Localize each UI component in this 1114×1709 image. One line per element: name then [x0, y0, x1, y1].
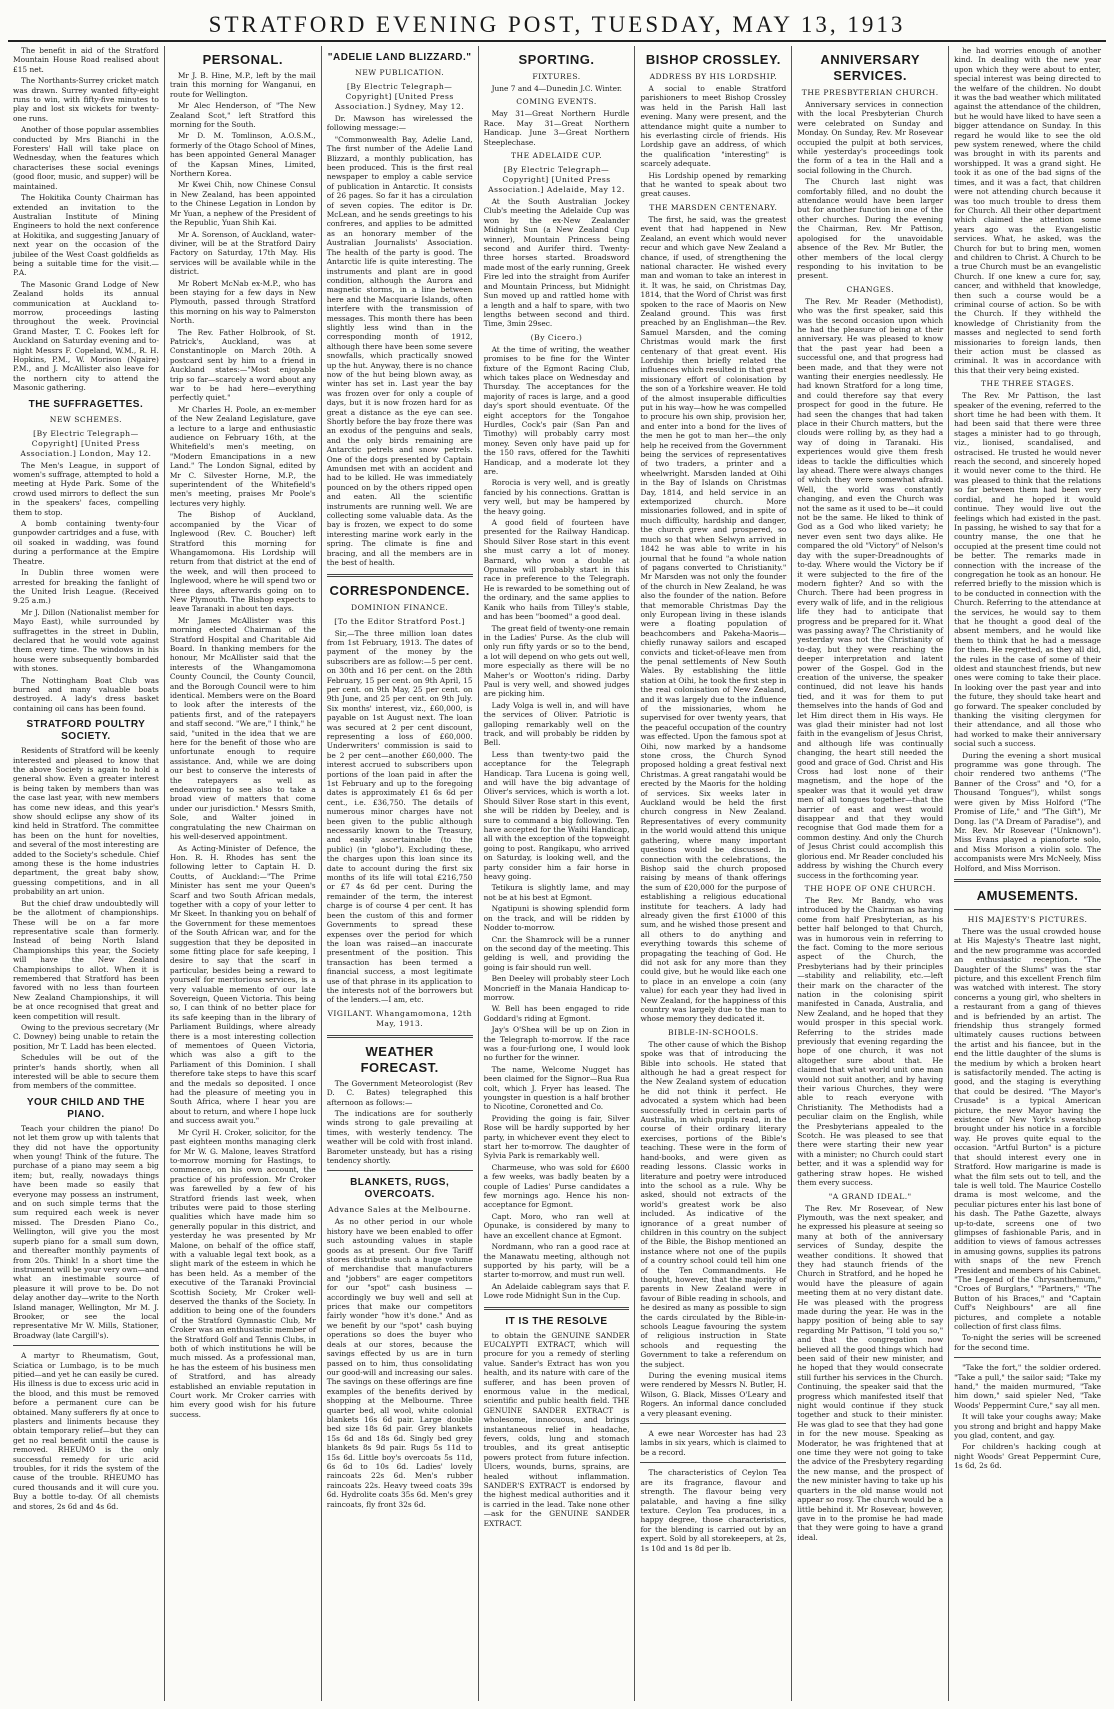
- paragraph: For children's hacking cough at night Woods' Great Peppermint Cure, 1s 6d, 2s 6d.: [954, 1442, 1102, 1471]
- double-divider: [954, 879, 1101, 882]
- paragraph: Nordmann, who ran a good race at the Manawatu meeting, although not supported by his party, will be a starter to-morrow, and must run well.: [483, 1242, 630, 1280]
- paragraph: It will take your coughs away; Make you strong and bright and happy Make you glad, content, and gay.: [954, 1412, 1102, 1441]
- paragraph: Jay's O'Shea will be up on Zion in the Telegraph to-morrow. If the race was a four-furlong one, I would look no further for the winner.: [483, 1025, 630, 1063]
- headline: STRATFORD POULTRY SOCIETY.: [26, 719, 146, 743]
- subheading: THE ADELAIDE CUP.: [510, 151, 603, 161]
- paragraph: The Men's League, in support of women's suffrage, attempted to hold a meeting at Hyde Park. Some of the crowd used mirrors to deflect the sun in the speakers' faces, compelling them to stop.: [13, 460, 159, 517]
- paragraph: The Rev. Mr Pattison, the last speaker of the evening, referred to the short time he had been with them. It had been said that there were three stages a minister had to go through, viz., lionised, scandalised, and ostracised. He trusted he would never reach the second, and sincerely hoped it would never come to the third. He was pleased to think that the relations so far between them had been very cordial, and he hoped it would continue. They would live out the feelings which had existed in the past. In passing, he wished to say that for a country manse, the one that he occupied at the present time could not be better. The remarks made in connection with the increase of the congregation he took as an honour. He referred briefly to the mission which is to be conducted in connection with the Church. Referring to the attendance at the services, he would say to them that he thought a good deal of the absent members, and he would like them to think that he had a message for them. He regretted, as they all did, the rules in the case of some of their oldest and staunchest friends, but new ones were coming to take their place. In looking over the past year and into the future, they should take heart and go forward. The speaker concluded by thanking the visiting clergymen for their attendance, and all those who had worked to make their anniversary social such a success.: [954, 391, 1102, 749]
- divider: [640, 1423, 786, 1424]
- column-5: [635, 46, 792, 1701]
- paragraph: Schedules will be out of the printer's hands shortly, when all interested will be able to secure them from members of the committee.: [13, 1053, 159, 1091]
- divider: [954, 1357, 1101, 1358]
- paragraph: The characteristics of Ceylon Tea are its fragrance, flavour and strength. The flavour being very palatable, and having a fine silky texture. Ceylon Tea produces, in a happy degree, those characteristics, for the blending is carried out by an expert. Sold by all storekeepers, at 2s, 1s 10d and 1s 8d per lb.: [640, 1468, 787, 1553]
- paragraph: Anniversary services in connection with the local Presbyterian Church were celebrated on Sunday and Monday. On Sunday, Rev. Mr Rosevear occupied the pulpit at both services, while yesterday's proceedings took the form of a tea in the Hall and a social following in the Church.: [797, 100, 944, 175]
- column-3: [322, 46, 479, 1701]
- paragraph: The Rev. Mr Rosevear, of New Plymouth, was the next speaker, and he expressed his pleasure at seeing so many at both of the anniversary services of Sunday, despite the weather conditions. It showed that they had staunch friends of the Church in Stratford, and he hoped he would have the pleasure of again meeting them at no very distant date. He was pleased with the progress made during the year. He was in the happy position of being able to say regarding Mr Pattison, "I told you so," and that the congregation now believed all the good things which had been said of their new minister, and he hoped that they would consecrate still further his services in the Church. Continuing, the speaker said that the progress which manifested itself that night would continue if they stuck together and stuck to their minister. He was glad to see that they had gone in for the new mouse. Speaking as Moderator, he was frightened that at one time they were not going to take the advice of the Presbytery regarding the new manse, and the prospect of the new minister having to take up his quarters in the old manse would not appear so rosy. The church would be a little behind it. Mr Rosevear, however, gave in to the promise he had made that they were going to have a grand ideal.: [797, 1203, 944, 1542]
- paragraph: The other cause of which the Bishop spoke was that of introducing the Bible into schools. He stated that although he had a great respect for the New Zealand system of education he did not think it perfect. He advocated a system which had been successfully tried in certain parts of Australia, in which pupils read, in the course of their ordinary literary exercises, portions of the Bible's teaching. These were in the form of hand-books, and were given as reading lessons. Classic works in literature and poetry were introduced into the school as a rule. Why be asked, should not extracts of the world's greatest work be also included. As indicative of the ignorance of a great number of children in this country on the subject of the Bible, the Bishop mentioned an instance where not one of the pupils of a country school could tell him one of the Ten Commandments. He thought, however, that the majority of parents in New Zealand were in favour of Bible reading in schools, and he desired as many as possible to sign the cards circulated by the Bible-in-schools League favouring the system of religious instruction in State schools and requesting the Government to take a referendum on the subject.: [640, 1039, 787, 1369]
- paragraph: June 7 and 4—Dunedin J.C. Winter.: [491, 84, 623, 93]
- paragraph: The Rev. Mr Bandy, who was introduced by the Chairman as having come from half Presbyterian, as his better half belonged to that Church, was in humorous vein in referring to the fact. Coming to the more serious aspect of the Church, the Presbyterians had by their principles—stability and reliability, etc.—left their mark on the character of the nation in the colonising spirit manifested in Canada, Australia, and New Zealand, and he hoped that they would prosper in this special work. Referring to the strides made previously that evening regarding the hope of one church, it was not altogether sure about that. He claimed that what world unit one man would not suit another, and by having their various Churches, they were able to reach everyone with Christianity. The Methodists had a peculiar claim on the English, while the Presbyterians appealed to the Scotch. He was pleased to see that there were starting their new year with a minister; no Church could start better, and it was a splendid way for gathering straw hopes. He wished them every success.: [797, 895, 944, 1188]
- subheading: "A GRAND IDEAL.": [828, 1191, 912, 1201]
- headline: BLANKETS, RUGS, OVERCOATS.: [350, 1177, 450, 1201]
- paragraph: Mr D. M. Tomlinson, A.O.S.M., formerly of the Otago School of Mines, has been appointed General Manager of the Kapsan Mines, Limited, Northern Korea.: [169, 131, 316, 179]
- paragraph: His Lordship opened by remarking that he wanted to speak about two great causes.: [640, 170, 787, 199]
- paragraph: At the time of writing, the weather promises to be fine for the Winter fixture of the Egmont Racing Club, which takes place on Wednesday and Thursday. The acceptances for the majority of races is large, and a good day's sport should eventuate. Of the eight acceptors for the Tongahoe Hurdles, Cock's pair (San Pan and Timothy) will probably carry most money. Seven only have paid up for the 150 ravs, offered for the Tawhiti Handicap, and a moderate lot they are.: [483, 344, 630, 476]
- paragraph: A bomb containing twenty-four gunpowder cartridges and a fuse, with oil soaked in wadding, was found during a performance at the Empire Theatre.: [13, 519, 159, 566]
- paragraph: Less than twenty-two paid the acceptance for the Telegraph Handicap. Tara Lucena is going well, and will have the big advantage of Oliver's services, which is worth a lot. Should Silver Rose start in this event, she will be ridden by Deeley, and is sure to command a big following. Ten have accepted for the Waihi Handicap, all with the exception of the topweight going to post. Rangikapu, who arrived on Saturday, is looking well, and the party consider him a fair horse in heavy going.: [483, 749, 630, 882]
- headline: BISHOP CROSSLEY.: [645, 52, 781, 67]
- paragraph: Another of those popular assemblies conducted by Mrs Bianchi in the Foresters' Hall will take place on Wednesday, when the features which characterises these social evenings (good floor, music, and supper) will be maintained.: [13, 125, 159, 191]
- paragraph: The indications are for southerly winds strong to gale prevailing at times, with westerly tendency. The weather will be cold with frost inland. Barometer unsteady, but has a rising tendency shortly.: [326, 1108, 473, 1165]
- paragraph: "Commonwealth Bay, Adelie Land, The first number of the Adelie Land Blizzard, a monthly publication, has been produced. This is the first real newspaper to employ a cable service of publication in Antarctic. It consists of 26 pages. So far it has a circulation of seven copies. The editor is Dr. McLean, and he sends greetings to his confreres, and applies to be admitted as an honorary member of the Australian Journalists' Association. The health of the party is good. The Antarctic life is quite interesting. The instruments and plant are in good condition, although the Aurora and magnetic storms, in a line between here and the Macquarie Islands, often interfere with the transmission of messages. This month there has been slightly less wind than in the corresponding month of 1912, although there have been some severe snowfalls, which practically snowed up the hut. Anyway, there is no chance now of the hut being blown away, as winter has set in. Last year the bay was frozen over for only a couple of days, but it is now frozen hard for as great a distance as the eye can see. Shortly before the bay froze there was an exodus of the penguins and seals, and the only birds remaining are Antarctic petrels and snow petrels. One of the dogs presented by Captain Amundsen met with an accident and had to be killed. He was immediately pounced on by the others ripped open and eaten. All the scientific instruments are running well. We are collecting some valuable data. As the bay is frozen, we expect to do some interesting marine work early in the spring. The climate is fine and bracing, and all the members are in the best of health.: [326, 134, 473, 568]
- paragraph: May 31—Great Northern Hurdle Race. May 31—Great Northern Handicap. June 3—Great Northern Steeplechase.: [483, 109, 630, 147]
- paragraph: Ngatipuni is showing splendid form on the track, and will be ridden by Nodder to-morrow.: [483, 904, 630, 933]
- headline: PERSONAL.: [202, 52, 283, 67]
- divider: [327, 1170, 473, 1171]
- subheading: NEW SCHEMES.: [49, 414, 123, 424]
- divider: [13, 1345, 159, 1346]
- column-2: [165, 46, 322, 1701]
- subheading: FIXTURES.: [532, 72, 581, 81]
- paragraph: Mr J. B. Hine, M.P., left by the mail train this morning for Wanganui, en route for Wellington.: [169, 71, 316, 99]
- columns-container: [8, 46, 1106, 1701]
- paragraph: A good field of fourteen have presented for the Railway Handicap. Should Silver Rose start in this event she must carry a lot of money. Barnard, who won a double at Opunake will probably start in this race in preference to the Telegraph. He is rewarded to be something out of the ordinary, and the same applies to Kanik who hails from Tilley's stable, and has been "boomed" a good deal.: [483, 518, 630, 622]
- subheading: THE THREE STAGES.: [980, 379, 1075, 389]
- paragraph: The Church last night was comfortably filled, and no doubt the attendance would have been larger but for another function in one of the other churches. During the evening the Chairman, Rev. Mr Pattison, apologised for the unavoidable absence of the Rev. Mr Butler, the other members of the local clergy responding to his invitation to be present.: [797, 177, 944, 281]
- paragraph: The Government Meteorologist (Rev D. C. Bates) telegraphed this afternoon as follows:—: [326, 1078, 473, 1107]
- paragraph: But the chief draw undoubtedly will be the allotment of championships. These will be on a far more representative scale than formerly. Instead of being North Island Championships this year, the Society will have the New Zealand Championships to allot. When it is remembered that Stratford has been favored with no less than fourteen New Zealand Championships, it will be at once recognised that great and keen competition will result.: [13, 898, 159, 1021]
- paragraph: Tetikura is slightly lame, and may not be at his best at Egmont.: [483, 883, 630, 902]
- subheading: VIGILANT. Whangamomona, 12th May, 1913.: [327, 1008, 472, 1028]
- divider: [640, 1462, 786, 1463]
- paragraph: Cnr. the Shamrock will be a runner on the second day of the meeting. This gelding is well, and providing the going is fair should run well.: [483, 934, 630, 972]
- headline: IT IS THE RESOLVE: [505, 1315, 608, 1327]
- paragraph: Rorocia is very well, and is greatly fancied by his connections. Grattan is very well, but may be hampered by the heavy going.: [483, 478, 630, 516]
- paragraph: A martyr to Rheumatism, Gout, Sciatica or Lumbago, is to be much pitied—and yet he can easily be cured. His illness is due to excess uric acid in the blood, and this must be removed before a permanent cure can be obtained. Many sufferers fly at once to plasters and liniments because they obtain temporary relief—but they can get no real benefit until the cause is removed. RHEUMO is the only successful remedy for uric acid troubles, for it rids the system of the cause of the trouble. RHEUMO has cured thousands and it will cure you. Buy a bottle to-day. Of all chemists and stores, 2s 6d and 4s 6d.: [13, 1351, 159, 1511]
- masthead: STRATFORD EVENING POST, TUESDAY, MAY 13, 1913: [8, 10, 1106, 42]
- paragraph: Mr A. Sorenson, of Auckland, water-diviner, will be at the Stratford Dairy Factory on Saturday, 17th May. His services will be available while in the district.: [169, 229, 316, 277]
- paragraph: The great field of twenty-one remain in the Ladies' Purse. As the club will only run fifty yards or so to the bend, a lot will depend on who gets out well, more especially as there will be no Maher's or Wootton's riding. Darby Paul is very well, and showed judges are picking him.: [483, 623, 630, 699]
- column-7: [949, 46, 1106, 1701]
- paragraph: A social to enable Stratford parishioners to meet Bishop Crossley was held in the Parish Hall last evening. Many were present, and the attendance might quite a number to his everlasting circle of friends. His Lordship gave an address, of which the qualification "interesting" is scarcely adequate.: [640, 84, 787, 169]
- paragraph: The Nottingham Boat Club was burned and many valuable boats destroyed. A lady's dress basket containing oil cans has been found.: [13, 675, 159, 713]
- subheading: THE PRESBYTERIAN CHURCH.: [801, 88, 939, 97]
- paragraph: A ewe near Worcester has had 23 lambs in six years, which is claimed to be a record.: [640, 1429, 787, 1457]
- paragraph: Mr Robert McNab ex-M.P., who has been staying for a few days in New Plymouth, passed through Stratford this morning on his way to Palmerston North.: [169, 278, 316, 326]
- subheading: [By Electric Telegraph—Copyright] [United Press Association.] Sydney, May 12.: [335, 82, 465, 111]
- column-4: [479, 46, 636, 1701]
- paragraph: Mr Alec Henderson, of "The New Zealand Scot," left Stratford this morning for the South.: [169, 101, 316, 130]
- paragraph: Capt. Moro, who ran well at Opunake, is considered by many to have an excellent chance at Egmont.: [483, 1211, 630, 1240]
- paragraph: to obtain the GENUINE SANDER EUCALYPTI EXTRACT, which will procure for you a remedy of sterling value. Sander's Extract has won you health, and its nature with care of the sufferer, and has been proven of enormous value in the medical, scientific and public health field. THE GENUINE SANDER EXTRACT is wholesome, innocuous, and brings instantaneous relief in headache, fevers, colds, lung and stomach troubles, and its great antiseptic powers protect from future infection. Ulcers, wounds, burns, sprains, are healed without inflammation. SANDER'S EXTRACT is endorsed by the highest medical authorities and it is carried in the lead. Take none other—ask for the GENUINE SANDER EXTRACT.: [483, 1330, 630, 1528]
- paragraph: The Bishop of Auckland, accompanied by the Vicar of Inglewood (Rev. C. Boucher) left Stratford this morning for Whangamomona. His Lordship will return from that district at the end of the week, and will then proceed to Inglewood, where he will spend two or three days, afterwards going on to New Plymouth. The Bishop expects to leave Taranaki in about ten days.: [169, 510, 316, 614]
- paragraph: In Dublin three women were arrested for breaking the fanlight of the United Irish League. (Received 9.25 a.m.): [13, 568, 159, 606]
- paragraph: As Acting-Minister of Defence, the Hon. R. H. Rhodes has sent the following letter to Captain H. D. Coutts, of Auckland:—"The Prime Minister has sent me your Queen's Scarf and two South African medals, together with a copy of your letter to Mr Skeet. In thanking you on behalf of the Government for these mementoes of the South African war, and for the suggestion that they be deposited in some fitting place for safe keeping, I desire to say that the scarf in particular, besides being a reward to yourself for meritorious services, is a very valuable memento of our late Sovereign, Queen Victoria. This being so, I can think of no better place for its safe keeping than in the library of Parliament Buildings, where already there is a most interesting collection of mementoes of Queen Victoria, which was also a gift to the Parliament of this Dominion. I shall therefore take steps to have this scarf and the medals so deposited. I once had the pleasure of meeting you in South Africa, where I hear you are about to return, and where I hope luck and success await you.": [169, 843, 316, 1126]
- headline: YOUR CHILD AND THE PIANO.: [26, 1096, 145, 1120]
- paragraph: Mr James McAllister was this morning elected Chairman of the Stratford Hospital and Charitable Aid Board. In thanking members for the honour, Mr McAllister said that the interests of the Whangamomona County Council, the County Council, and the Borough Council were to him identical. Members were on the Board to look after the interests of the patients first, and of the ratepayers and staff second. "We are," I think," he said, "united in the idea that we are here for the benefit of those who are unfortunate enough to require assistance. And, while we are doing our best to conserve the interests of the ratepayers as well as endeavouring to see also to take a broad view of matters that come under our jurisdiction." Messrs Smith, Sole, and Walter joined in congratulating the new Chairman on his well-deserved appointment.: [169, 615, 316, 842]
- headline: "ADELIE LAND BLIZZARD.": [327, 52, 472, 63]
- paragraph: During the evening a short musical programme was gone through. The choir rendered two anthems ("The Banner of the Cross" and "O, for a Thousand Tongues"), whilst songs were given by Miss Holford ("The Promise of Life," and "The Gift"), Mr Dong. las ("A Dream of Paradise"), and Mr. Rev. Mr Rosevear ("Unknown"). Miss Evans played a pianoforte solo, and Miss Morison a violin solo. The accompanists were Mrs McNeely, Miss Holford, and Miss Morrison.: [954, 750, 1102, 873]
- paragraph: "Take the fort," the soldier ordered. "Take a pull," the sailor said; "Take my hand," the maiden murmured, "Take him down," said spieler Ned, "Take Woods' Peppermint Cure," say all men.: [954, 1363, 1102, 1410]
- column-6: [792, 46, 949, 1701]
- divider: [954, 909, 1101, 910]
- paragraph: he had worries enough of another kind. In dealing with the new year upon which they were about to enter, special interest was being directed to the welfare of the children. No doubt it was the bad weather which militated against the attendance of the children, but he would have liked to have seen a bigger attendance on Sunday. In this regard he would like to see the old pew system renewed, where the child was brought in with its parents and worshipped. It was a grand sight. He took it as one of the bad signs of the times, and it was a fact, that children were not attending church because it was too much trouble to dress them for Church. All their other department which claimed the attention some years ago was the Evangelistic services. What, he asked, was the Church for but to bring men, women and children to Christ. A Church to be a true Church must be an evangelistic Church. If one knew a cure for, say, cancer, and withheld that knowledge, then such a course would be a criminal course of action. So be with the Church. If they withheld the knowledge of Christianity from the masses and neglected to send forth missionaries to foreign lands, then their action must be classed as criminal. It was in accordance with this that their very being existed.: [954, 46, 1102, 375]
- paragraph: Mr Kwei Chih, now Chinese Consul in New Zealand, has been appointed to the Chinese Legation in London by Mr Yuan, a nephew of the President of the Republic, Yuan Shih Kai.: [169, 180, 316, 228]
- paragraph: The Rev. Mr Reader (Methodist), who was the first speaker, said this was the second occasion upon which he had the pleasure of being at their anniversary. He was pleased to know that the past year had been a successful one, and that progress had been made, and that they were not wanting their energies needlessly. He had known Stratford for a long time, and could therefore say that every prospect for good in the future. He had seen the changes that had taken place in their Church matters, but the clouds were rolling by, as they had a way of doing in Taranaki. His experiences would give them fresh ideas to tackle the difficulties which lay ahead. There were always changes of which they were somewhat afraid. Well, the world was constantly changing, and even the Church was not the same as it used to be—it could not be the same. He liked to think of God as a God who liked variety; he never even sent two days alike. He compared the old "Victory" of Nelson's day with the super-Dreadnoughts of to-day. Where would the Victory be if it were subjected to the fire of the modern fighter? And so with the Church. There had been progress in every walk of life, and in the religious life they had to anticipate that progress and be prepared for it. What was passing away? The Christianity of yesterday was not the Christianity of to-day, but they were reaching the deeper interpretation and latent power of the Gospel. God in the creation of the universe, the speaker continued, did not leave his hands tied, and it was for them to put themselves into the hands of God and let Him direct them in His ways. He was glad their minister had not lost faith in the evangelism of Jesus Christ, and although life was continually changing, the heart still needed the good and grace of God. Christ and His Cross had lost none of their magnetism, and the hope of the speaker was that it would yet draw men of all tongues together—that the barrier of east and west would disappear and that they would recognise that God made them for a common destiny. And only the Church of Jesus Christ could accomplish this glorious end. Mr Reader concluded his address by wishing the Church every success in the forthcoming year.: [797, 296, 944, 880]
- subheading: Advance Sales at the Melbourne.: [328, 1205, 472, 1215]
- headline: ANNIVERSARY SERVICES.: [820, 52, 921, 83]
- paragraph: Providing the going is fair, Silver Rose will be hardly supported by her party, in whichever event they elect to start her to-morrow. The daughter of Sylvia Park is remarkably well.: [483, 1113, 630, 1161]
- paragraph: Residents of Stratford will be keenly interested and pleased to know that the above Society is again to hold a general show. Even a greater interest is being taken by members than was the case last year, with new members has come new ideas, and this year's show should eclipse any show of its kind held in Stratford. The committee has been on the hunt for novelties, and several of the most interesting are added to the Society's schedule. Chief among these is the home industries department, the great baby show, guessing competitions, and in all probability an art union.: [13, 746, 159, 897]
- paragraph: Sir,—The three million loan dates from 1st February, 1913. The dates of payment of the money by the subscribers are as follow:—5 per cent. on 30th and 16 per cent. on the 28th February, 15 per cent. on 9th April, 15 per cent. on 9th May, 25 per cent. on 9th June, and 25 per cent. on 9th July. Six months' interest, viz., £60,000, is payable on 1st August next. The loan was secured at 2 per cent discount, representing a loss of £60,000. Underwriters' commission is said to be 2 per cent—another £60,000. The interest accrued to subscribers upon portions of the loan paid in after the 1st February and up to the foregoing dates is approximately £1 6s 6d per cent., i.e. £36,750. The details of numerous minor charges have not been given to the public although necessarily known to the Treasury, and easily ascertainable (to the public) (in "globo"). Excluding these, the charges upon this loan since its date to account during the first six months of its life will total £216,750 or £7 4s 6d per cent. During the remainder of the term, the interest charge is of course 4 per cent. It has been the custom of this and former Governments to spread these expenses over the period for which the loan was raised—an inaccurate presentment of the position. This transaction has been termed a financial success, a most legitimate use of that phrase in its application to the interests not of the borrowers but of the lenders.—I am, etc.: [326, 628, 473, 1005]
- headline: WEATHER FORECAST.: [360, 1043, 439, 1075]
- headline: SPORTING.: [518, 52, 595, 67]
- paragraph: Mr Cyril H. Croker, solicitor, for the past eighteen months managing clerk for Mr W. G. Malone, leaves Stratford to-morrow morning for Hastings, to commence, on his own account, the practice of his profession. Mr Croker was farewelled by a few of his Stratford friends last week, when tributes were paid to those sterling qualities which have made him so generally popular in this district, and yesterday he was presented by Mr Malone, on behalf of the office staff, with a valuable legal text book, as a slight mark of the esteem in which he has been held. As a member of the executive of the Taranaki Provincial Scottish Society, Mr Croker well-deserved the thanks of the Society. In addition to being one of the founders of the Stratford Gymnastic Club, Mr Croker was an enthusiastic member of the Stratford Golf and Tennis Clubs, in both of which institutions he will be much missed. As a professional man, he has the esteem of his business men of Stratford, and has already established an enviable reputation in Court work. Mr Croker carries with him every good wish for his future success.: [169, 1127, 316, 1419]
- subheading: DOMINION FINANCE.: [350, 602, 449, 612]
- paragraph: The first, he said, was the greatest event that had happened in New Zealand, an event which would never recur and which gave New Zealand a chance, if used, of strengthening the national character. He wished every man and woman to take an interest in it. It was, he said, on Christmas Day, 1814, that the Word of Christ was first spoken to the race of Maoris on New Zealand ground. This was first preached by an Englishman—the Rev. Samuel Marsden, and the coming Christmas would mark the first centenary of that great event. His Lordship then briefly related the influences which resulted in that great missionary effort of colonisation by the son of a Yorkshire weaver. He told of the almost insuperable difficulties put in his way—how he was compelled to procure his own ship, provision her, and enter into a bond for the lives of the men he got to man her—the only help he received from the Government being the services of representatives of two traders, a printer and a wheelwright. Marsden landed at Oihi in the Bay of Islands on Christmas Day, 1814, and held service in an extemporized church. More missionaries followed, and in spite of much difficulty, hardship and danger, the church grew and prospered, so much so that when Selwyn arrived in 1842 he was able to write in his journal that he found "a whole nation of pagans converted to Christianity." Mr Marsden was not only the founder of the church in New Zealand, he was also the founder of the nation. Before that memorable Christmas Day the only European living in these islands were a floating population of beachcombers and Pakeha-Maoris—chiefly runaway sailors and escaped convicts and ticket-of-leave men from the penal settlements of New South Wales. By establishing the little station at Oihi, he took the first step in the real colonisation of New Zealand, and it was largely due to the influence of the missionaries, whom he supervised for over twenty years, that the peaceful occupation of the country was effected. Upon the famous spot at Oihi, now marked by a handsome stone cross, the Church Synod proposed holding a great festival next Christmas. A great rangatahi would be erected by the Maoris for the holding of services. Six weeks later in Auckland would be held the first church congress in New Zealand. Representatives of every community in the world would attend this unique gathering, where many important questions would be discussed. In connection with the celebrations, the Bishop said the church proposed raising by means of thank offerings the sum of £20,000 for the purpose of establishing a religious educational institute for teachers. A lady had already given the first £1000 of this sum, and he wished those present and all others to do anything and everything towards this scheme of propagating the teaching of God. He did not ask for any more than they could give, but he would like each one to place in an envelope a coin (any value) for each year they had lived in New Zealand, for the happiness of this country was largely due to the man to whose memory they dedicated it.: [640, 214, 787, 1024]
- subheading: (By Cicero.): [530, 332, 583, 342]
- paragraph: Mr Charles H. Poole, an ex-member of the New Zealand Legislature, gave a lecture to a large and enthusiastic audience on February 16th, at the Whitefield's men's meeting, on "Modern Emancipations in a new Land." The London Signal, edited by Mr C. Silvester Horne, M.P., the superintendent of the Whitefield's men's meeting, praises Mr Poole's lectures very highly.: [169, 404, 316, 508]
- paragraph: Lady Volga is well in, and will have the services of Oliver. Patriotic is galloping remarkably well on the track, and will probably be ridden by Bell.: [483, 700, 630, 748]
- paragraph: Mr J. Dillon (Nationalist member for Mayo East), while surrounded by suffragettes in the street in Dublin, declared that he would vote against them every time. The windows in his house were subsequently bombarded with stones.: [13, 607, 159, 674]
- subheading: COMING EVENTS.: [516, 97, 597, 107]
- column-1: [8, 46, 165, 1701]
- paragraph: The Rev. Father Holbrook, of St. Patrick's, Auckland, was at Constantinople on March 20th. A postcard sent by him to a friend in Auckland states:—"Most enjoyable trip so far—scarcely a word about any war to be had here—everything perfectly quiet.": [169, 327, 316, 403]
- paragraph: During the evening musical items were rendered by Messrs N. Butler, H. Wilson, G. Black, Misses O'Leary and Rogers. An informal dance concluded a very pleasant evening.: [640, 1371, 787, 1418]
- headline: AMUSEMENTS.: [976, 887, 1079, 903]
- paragraph: Ben Deeley will probably steer Loch Moncrieff in the Manaia Handicap to-morrow.: [483, 974, 630, 1002]
- paragraph: The name, Welcome Nugget has been claimed for the Signor—Rua Rua colt, which J. Fryer has leased. The youngster in question is a half brother to Nicotine, Coronetted and Co.: [483, 1064, 630, 1112]
- paragraph: Dr. Mawson has wirelessed the following message:—: [326, 114, 473, 133]
- paragraph: To-night the series will be screened for the second time.: [954, 1333, 1102, 1352]
- double-divider: [327, 574, 473, 577]
- paragraph: The benefit in aid of the Stratford Mountain House Road realised about £15 net.: [13, 46, 159, 74]
- headline: CORRESPONDENCE.: [329, 582, 470, 598]
- double-divider: [484, 1307, 630, 1310]
- paragraph: The Northants-Surrey cricket match was drawn. Surrey wanted fifty-eight runs to win, with fifty-five minutes to play and lost six wickets for twenty-one runs.: [13, 76, 159, 123]
- paragraph: W. Bell has been engaged to ride Goddard's riding at Egmont.: [483, 1004, 630, 1023]
- paragraph: Owing to the previous secretary (Mr C. Downey) being unable to retain the position, Mr T. Ladd has been elected.: [13, 1022, 159, 1051]
- headline: THE SUFFRAGETTES.: [28, 398, 144, 410]
- paragraph: An Adelaide cablegram says that F. Lowe rode Midnight Sun in the Cup.: [483, 1281, 630, 1301]
- paragraph: There was the usual crowded house at His Majesty's Theatre last night, and the new programme was accorded an enthusiastic reception. "The Daughter of the Slums" was the star picture, and this excellent French film was watched with interest. The story concerns a young girl, who shelters in a restaurant from a gang of thieves and is befriended by an artist. The friendship thus strangely formed ultimately causes ructions between the artist and his fiancee, but in the end the little daughter of the slums is the medium by which a broken heart is satisfactorily mended. The acting is good, and the staging is everything that could be desired. "The Mayor's Crusade" is a typical American picture, the new Mayor having the existence of New York's sweatshop brought under his notice in a forcible way. He proves quite equal to the occasion. "Artful Burton" is a picture that should interest every one in Stratford. How marigarine is made is what the film sets out to tell, and the tale is well told. The Maurice Costello drama is most welcome, and the peculiar pictures enter his last bone of his dash. The Pathe Gazette, always up-to-date, screens one of two glimpses of fashionable Paris, and in addition to views of famous actresses in amusing gowns, supplies its patrons with snaps of the new French President and members of his Cabinet. "The Legend of the Chrysanthemum," "Croes of Burglars," "Partners," "The Button of his Braces," and "Captain Cuff's Neighbours" are all fine pictures, and complete a notable collection of first class films.: [954, 926, 1102, 1331]
- paragraph: Charmeuse, who was sold for £600 a few weeks, was badly beaten by a couple of Ladies' Purse candidates a few mornings ago. Hence his non-acceptance for Egmont.: [483, 1162, 630, 1210]
- double-divider: [327, 1035, 473, 1038]
- subheading: [By Electric Telegraph—Copyright] [United Press Association.] Adelaide, May 12.: [488, 165, 625, 195]
- subheading: ADDRESS BY HIS LORDSHIP.: [649, 72, 778, 81]
- paragraph: The Hokitika County Chairman has extended an invitation to the Australian Institute of Mining Engineers to hold the next conference at Hokitika, and suggesting January of next year on the occasion of the jubilee of the West Coast goldfields as being a suitable time for the visit.—P.A.: [13, 193, 159, 278]
- subheading: NEW PUBLICATION.: [355, 68, 445, 77]
- subheading: THE MARSDEN CENTENARY.: [649, 202, 778, 212]
- paragraph: Teach your children the piano! Do not let them grow up with talents that they did not have the opportunity when young! Think of the future. The purchase of a piano may seem a big item; but, really, nowadays things have been made so easily that everyone may possess an instrument, and on such simple terms that the sum required each week is never missed. The Dresden Piano Co., Wellington, will give you the most superb piano for a small sum down, and thereafter monthly payments of from 20s. Think! In a short time the instrument will be your very own—and what an inestimable source of pleasure it will prove to be. Do not delay another day—write to the North Island manager, Wellington, Mr M. J. Brooker, or see the local representative Mr W. Mills, Stationer, Broadway (late Cargill's).: [13, 1123, 159, 1340]
- paragraph: At the South Australian Jockey Club's meeting the Adelaide Cup was won by the ex-New Zealander Midnight Sun (a New Zealand Cup winner), Mountain Princess being second and Aurifer third. Twenty-three horses started. Broadsword made most of the early running, Greek Fire led into the straight from Aurifer and Mountain Princess, but Midnight Sun moved up and rattled home with a length and a half to spare, with two lengths between second and third. Time, 3min 29sec.: [483, 197, 630, 329]
- paragraph: As no other period in our whole history have we been enabled to offer such astounding values in staple goods as at present. Our five Tariff stores distribute such a huge volume of merchandise that manufacturers and "jobbers" are eager competitors for our "spot" cash business —accordingly we buy well and sell at prices that make our competitors fairly wonder "how it's done." And as we benefit by our "spot" cash buying operations so does the buyer who deals at our stores, because the savings effected by us are in turn passed on to him, thus consolidating our good-will and increasing our sales. The savings on these offerings are fine examples of the benefits derived by shopping at the Melbourne. Three quarter bed, all wool, white colonial blankets 16s 6d pair. Large double bed size 18s 6d pair. Grey blankets 15s 6d and 18s 6d. Singly bed grey blankets 8s 9d pair. Rugs 5s 11d to 15s 6d. Little boy's overcoats 5s 11d, 6s 6d to 10s 6d. Ladies' lovely raincoats 22s 6d. Men's rubber raincoats 22s. Heavy tweed coats 39s 6d. Hydrolite coats 35s 6d. Men's grey raincoats, fly front 32s 6d.: [326, 1217, 473, 1509]
- subheading: [To the Editor Stratford Post.]: [334, 616, 466, 626]
- paragraph: The Masonic Grand Lodge of New Zealand holds its annual communication at Auckland to-morrow, proceedings lasting throughout the week. Provincial Grand Master, T. C. Fookes left for Auckland on Saturday evening and to-night Messrs F. Copeland, W.M., R. H. Hopkins, P.M., W. Morison (Ngaire) P.M., and J. McAllister also leave for the northern city to attend the Masonic gathering.: [13, 279, 159, 393]
- subheading: BIBLE-IN-SCHOOLS.: [668, 1027, 759, 1037]
- subheading: [By Electric Telegraph—Copyright] [United Press Association.] London, May 12.: [20, 428, 152, 458]
- subheading: CHANGES.: [846, 284, 894, 294]
- subheading: HIS MAJESTY'S PICTURES.: [967, 914, 1088, 924]
- subheading: THE HOPE OF ONE CHURCH.: [804, 883, 936, 893]
